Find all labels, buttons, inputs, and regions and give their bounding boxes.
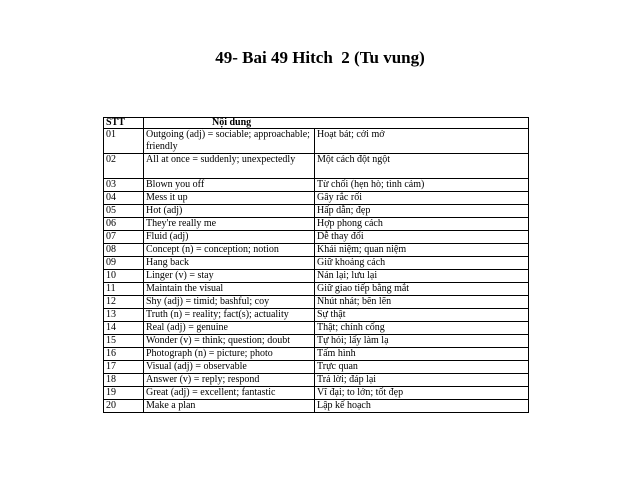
row-term: Concept (n) = conception; notion	[144, 244, 315, 257]
table-row	[104, 283, 529, 296]
row-number: 15	[104, 335, 144, 348]
row-meaning: Một cách đột ngột	[315, 154, 529, 179]
row-meaning: Nán lại; lưu lại	[315, 270, 529, 283]
row-term: All at once = suddenly; unexpectedly	[144, 154, 315, 179]
row-meaning: Từ chối (hẹn hò; tình cảm)	[315, 179, 529, 192]
row-term: Shy (adj) = timid; bashful; coy	[144, 296, 315, 309]
row-number: 12	[104, 296, 144, 309]
row-meaning: Tấm hình	[315, 348, 529, 361]
header-meaning	[315, 118, 529, 129]
table-row	[104, 400, 529, 413]
row-term: Real (adj) = genuine	[144, 322, 315, 335]
table-row	[104, 154, 529, 179]
table-row	[104, 244, 529, 257]
row-number: 02	[104, 154, 144, 179]
row-term: Mess it up	[144, 192, 315, 205]
row-term: Make a plan	[144, 400, 315, 413]
row-term: Truth (n) = reality; fact(s); actuality	[144, 309, 315, 322]
table-row	[104, 374, 529, 387]
row-number: 06	[104, 218, 144, 231]
row-number: 18	[104, 374, 144, 387]
row-term: Linger (v) = stay	[144, 270, 315, 283]
row-term: Hang back	[144, 257, 315, 270]
page-title: 49- Bai 49 Hitch 2 (Tu vung)	[215, 48, 425, 67]
row-number: 16	[104, 348, 144, 361]
table-row	[104, 309, 529, 322]
row-number: 04	[104, 192, 144, 205]
table-row	[104, 296, 529, 309]
row-term: Wonder (v) = think; question; doubt	[144, 335, 315, 348]
row-meaning: Nhút nhát; bẽn lẽn	[315, 296, 529, 309]
table-row	[104, 387, 529, 400]
row-number: 17	[104, 361, 144, 374]
row-number: 01	[104, 129, 144, 154]
table-row	[104, 322, 529, 335]
table-row	[104, 231, 529, 244]
table-row	[104, 348, 529, 361]
table-row	[104, 205, 529, 218]
table-row	[104, 257, 529, 270]
row-meaning: Vĩ đại; to lớn; tốt đẹp	[315, 387, 529, 400]
table-row	[104, 335, 529, 348]
row-term: Hot (adj)	[144, 205, 315, 218]
row-meaning: Sự thật	[315, 309, 529, 322]
row-meaning: Dễ thay đổi	[315, 231, 529, 244]
row-meaning: Hoạt bát; cởi mở	[315, 129, 529, 154]
row-term: They're really me	[144, 218, 315, 231]
row-number: 05	[104, 205, 144, 218]
row-term: Maintain the visual	[144, 283, 315, 296]
table-row	[104, 270, 529, 283]
row-meaning: Giữ khoảng cách	[315, 257, 529, 270]
table-row	[104, 361, 529, 374]
table-row	[104, 179, 529, 192]
header-content: Nội dung	[144, 118, 315, 129]
row-number: 03	[104, 179, 144, 192]
row-number: 13	[104, 309, 144, 322]
table-row	[104, 129, 529, 154]
row-meaning: Tự hỏi; lấy làm lạ	[315, 335, 529, 348]
table-row	[104, 218, 529, 231]
row-term: Answer (v) = reply; respond	[144, 374, 315, 387]
table-row	[104, 192, 529, 205]
row-meaning: Hấp dẫn; đẹp	[315, 205, 529, 218]
row-number: 11	[104, 283, 144, 296]
table-body	[104, 129, 529, 413]
row-term: Fluid (adj)	[144, 231, 315, 244]
row-number: 08	[104, 244, 144, 257]
row-number: 20	[104, 400, 144, 413]
row-number: 19	[104, 387, 144, 400]
row-number: 07	[104, 231, 144, 244]
row-meaning: Lập kế hoạch	[315, 400, 529, 413]
row-meaning: Hợp phong cách	[315, 218, 529, 231]
row-meaning: Trả lời; đáp lại	[315, 374, 529, 387]
row-term: Blown you off	[144, 179, 315, 192]
row-meaning: Giữ giao tiếp bằng mắt	[315, 283, 529, 296]
row-meaning: Trực quan	[315, 361, 529, 374]
row-term: Photograph (n) = picture; photo	[144, 348, 315, 361]
row-meaning: Thật; chính cống	[315, 322, 529, 335]
row-number: 09	[104, 257, 144, 270]
row-number: 14	[104, 322, 144, 335]
row-term: Great (adj) = excellent; fantastic	[144, 387, 315, 400]
row-number: 10	[104, 270, 144, 283]
row-meaning: Gây rắc rối	[315, 192, 529, 205]
row-term: Outgoing (adj) = sociable; approachable; friendly	[144, 129, 315, 154]
vocabulary-table	[103, 117, 529, 413]
row-meaning: Khái niệm; quan niệm	[315, 244, 529, 257]
row-term: Visual (adj) = observable	[144, 361, 315, 374]
table-header-row	[104, 118, 529, 129]
header-stt: STT	[104, 118, 144, 129]
